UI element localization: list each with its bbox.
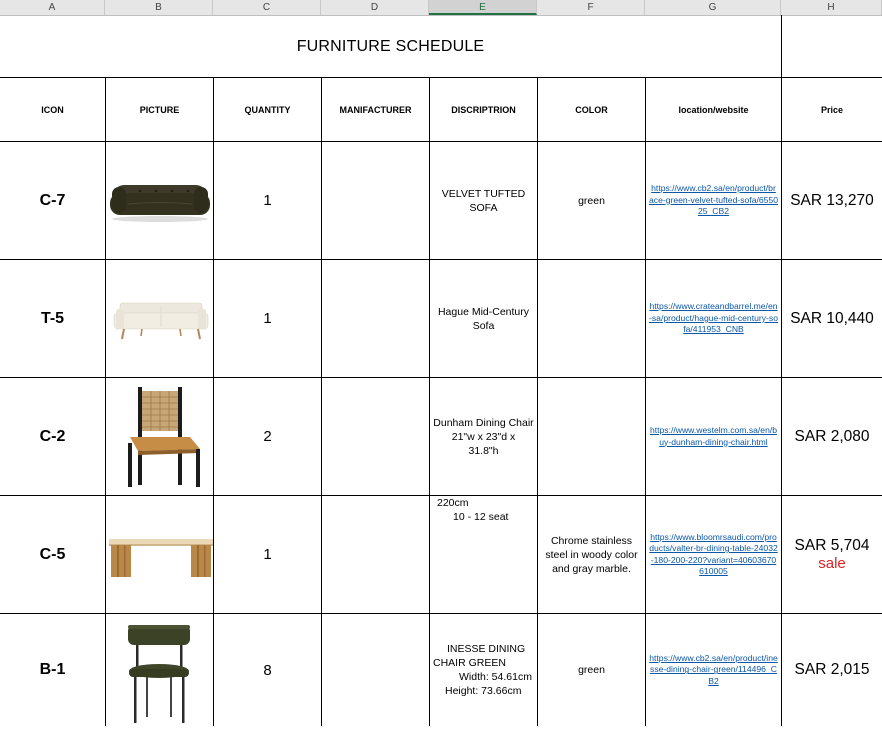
website-link[interactable]: https://www.cb2.sa/en/product/brace-green-velvet-tufted-sofa/655025_CB2: [649, 183, 778, 217]
header-location[interactable]: location/website: [678, 104, 749, 115]
row-price[interactable]: [782, 142, 882, 259]
row-quantity[interactable]: 8: [263, 661, 272, 679]
woven-dining-chair-image: [112, 383, 208, 489]
row-color[interactable]: [538, 496, 645, 613]
green-velvet-sofa-image: [108, 177, 212, 223]
description-line: Hague Mid-Century: [437, 305, 530, 318]
row-manufacturer[interactable]: [322, 142, 429, 259]
row-location[interactable]: [646, 614, 781, 726]
description-line: 21"w x 23"d x: [451, 430, 516, 443]
gridline: [105, 78, 106, 726]
description-line: CHAIR GREEN: [433, 657, 506, 669]
row-color[interactable]: [538, 260, 645, 377]
website-link[interactable]: https://www.bloomrsaudi.com/products/valter-br-dining-table-24032-180-200-220?variant=40603670610005: [649, 531, 778, 576]
row-manufacturer[interactable]: [322, 378, 429, 495]
header-price[interactable]: Price: [820, 104, 844, 115]
row-icon-code[interactable]: C-5: [39, 545, 66, 563]
row-description[interactable]: [430, 142, 537, 259]
row-manufacturer[interactable]: [322, 614, 429, 726]
green-dining-chair-image: [122, 621, 196, 725]
row-manufacturer[interactable]: [322, 496, 429, 613]
description-line: 220cm: [437, 497, 469, 509]
header-picture[interactable]: PICTURE: [139, 104, 180, 115]
row-icon-code[interactable]: C-7: [39, 191, 66, 209]
description-line: VELVET TUFTED: [441, 187, 526, 200]
row-location[interactable]: [646, 496, 781, 613]
row-location[interactable]: [646, 142, 781, 259]
description-line: INESSE DINING: [447, 643, 526, 655]
color-line: and gray marble.: [552, 562, 631, 575]
description-line: SOFA: [469, 201, 498, 214]
row-color[interactable]: green: [578, 194, 605, 207]
row-manufacturer[interactable]: [322, 260, 429, 377]
description-line: Width: 54.61cm: [459, 671, 532, 683]
spreadsheet-grid: [0, 15, 882, 726]
row-price[interactable]: [782, 378, 882, 495]
column-header-a[interactable]: A: [0, 0, 105, 15]
column-header-e[interactable]: E: [429, 0, 537, 15]
row-description[interactable]: [430, 260, 537, 377]
row-color[interactable]: green: [578, 664, 605, 676]
column-header-b[interactable]: B: [105, 0, 213, 15]
white-midcentury-sofa-image: [112, 299, 210, 343]
description-line: 10 - 12 seat: [453, 511, 509, 523]
website-link[interactable]: https://www.crateandbarrel.me/en-sa/product/hague-mid-century-sofa/411953_CNB: [649, 301, 778, 335]
row-icon-code[interactable]: C-2: [39, 427, 66, 445]
row-price[interactable]: [782, 614, 882, 726]
row-icon-code[interactable]: T-5: [40, 309, 65, 327]
row-description[interactable]: [430, 496, 537, 613]
row-location[interactable]: [646, 260, 781, 377]
description-line: Sofa: [472, 319, 495, 332]
row-quantity[interactable]: 1: [263, 310, 272, 327]
description-line: Dunham Dining Chair: [433, 416, 534, 429]
row-price[interactable]: [782, 496, 882, 613]
row-description[interactable]: [430, 614, 537, 726]
column-header-c[interactable]: C: [213, 0, 321, 15]
price-value: SAR 10,440: [790, 309, 874, 327]
website-link[interactable]: https://www.cb2.sa/en/product/inesse-dining-chair-green/114496_CB2: [649, 652, 778, 686]
row-color[interactable]: [538, 378, 645, 495]
price-value: SAR 13,270: [790, 191, 874, 209]
price-value: SAR 2,015: [794, 661, 870, 678]
header-manufacturer[interactable]: MANIFACTURER: [339, 104, 412, 115]
column-header-d[interactable]: D: [321, 0, 429, 15]
price-value: SAR 5,704: [794, 537, 870, 554]
header-color[interactable]: COLOR: [575, 104, 608, 115]
description-line: Height: 73.66cm: [445, 685, 522, 697]
header-icon[interactable]: ICON: [41, 104, 64, 115]
description-line: 31.8"h: [468, 444, 499, 457]
row-quantity[interactable]: 1: [263, 546, 272, 563]
column-header-bar: [0, 0, 882, 16]
color-line: steel in woody color: [545, 548, 638, 561]
row-location[interactable]: [646, 378, 781, 495]
dining-table-image: [109, 535, 213, 581]
row-icon-code[interactable]: B-1: [39, 661, 66, 678]
color-line: Chrome stainless: [550, 534, 633, 547]
sheet-title[interactable]: FURNITURE SCHEDULE: [296, 37, 485, 55]
row-quantity[interactable]: 2: [263, 428, 272, 445]
website-link[interactable]: https://www.westelm.com.sa/en/buy-dunham-dining-chair.html: [649, 425, 778, 447]
column-header-g[interactable]: G: [645, 0, 781, 15]
row-quantity[interactable]: 1: [263, 192, 272, 209]
price-value: SAR 2,080: [794, 427, 870, 445]
row-description[interactable]: [430, 378, 537, 495]
sale-label: sale: [818, 555, 846, 572]
column-header-h[interactable]: H: [781, 0, 882, 15]
header-description[interactable]: DISCRIPTRION: [451, 104, 516, 115]
header-quantity[interactable]: QUANTITY: [244, 104, 291, 115]
column-header-f[interactable]: F: [537, 0, 645, 15]
row-price[interactable]: [782, 260, 882, 377]
